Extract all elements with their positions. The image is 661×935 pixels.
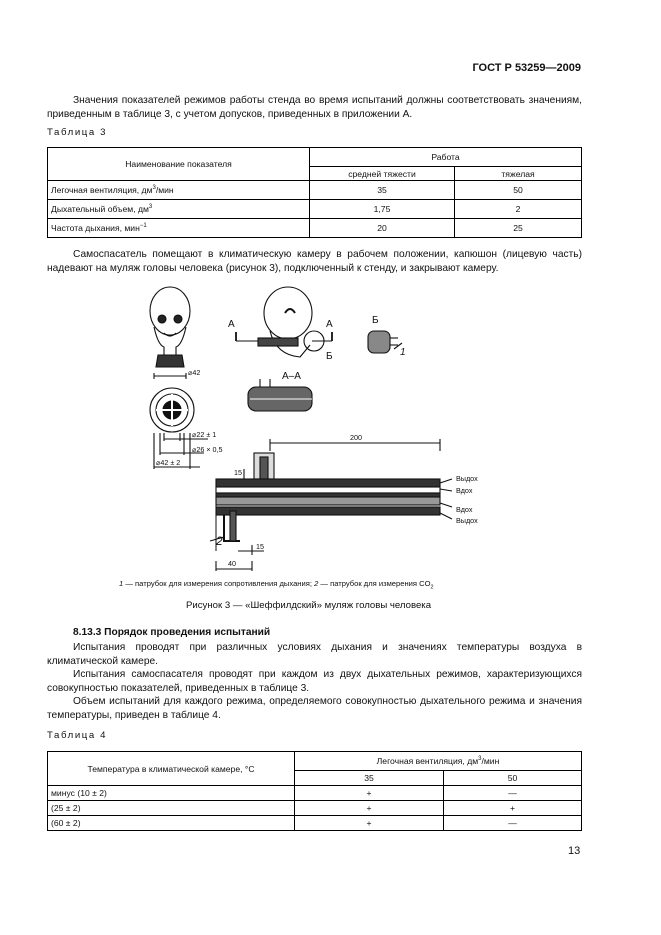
table3-row-name: Дыхательный объем, $дм^3$ <box>48 200 310 219</box>
tube-inhale-top-label: Вдох <box>456 486 473 495</box>
dim-42-2-label: ⌀42 ± 2 <box>156 458 181 467</box>
table4-cell: + <box>295 786 444 801</box>
table-row <box>48 200 582 219</box>
table3-row-name: Частота дыхания, мин$^{-1}$ <box>48 219 310 238</box>
dim-15-horizontal-label: 15 <box>256 542 264 551</box>
label-b-side: Б <box>326 351 333 362</box>
table-row <box>48 801 582 816</box>
tube-inhale-bottom-label: Вдох <box>456 505 473 514</box>
table-row <box>48 219 582 238</box>
table3-cell: 35 <box>310 181 455 200</box>
dim-22-label: ⌀22 ± 1 <box>192 430 217 439</box>
placement-text: Самоспасатель помещают в климатическую камеру в рабочем положении, капюшон (лицевую часть) надевают на муляж головы человека (рисунок 3), подключенный к стенду, и закрывают камеру. <box>47 249 582 274</box>
table3-row-name: Легочная вентиляция, $дм^3$/мин <box>48 181 310 200</box>
figure-legend: 1 — патрубок для измерения сопротивления дыхания; 2 — патрубок для измерения $CO_2$ <box>119 579 434 591</box>
tube-exhale-top-label: Выдох <box>456 474 478 483</box>
table4-cell: + <box>295 816 444 831</box>
dim-42-label: ⌀42 <box>188 368 201 377</box>
dim-40-label: 40 <box>228 559 236 568</box>
section-paragraph: Испытания проводят при различных условиях дыхания и значениях температуры воздуха в климатической камере. <box>47 642 582 667</box>
table4-cell: + <box>295 801 444 816</box>
placement-paragraph <box>47 248 582 275</box>
section-paragraph: Объем испытаний для каждого режима, определяемого совокупностью дыхательного режима и значения температуры, приведен в таблице 4. <box>47 696 582 721</box>
table-row <box>48 786 582 801</box>
table-row <box>48 816 582 831</box>
table3-cell: 25 <box>455 219 582 238</box>
table4-cell: — <box>444 816 582 831</box>
label-a-right: А <box>326 319 333 330</box>
table3-cell: 2 <box>455 200 582 219</box>
label-section-aa: А–А <box>282 371 301 382</box>
table4-cell: — <box>444 786 582 801</box>
section-title: 8.13.3 Порядок проведения испытаний <box>73 627 271 638</box>
table4-row-temp: (60 ± 2) <box>48 816 295 831</box>
table4-cell: + <box>444 801 582 816</box>
label-1: 1 <box>400 347 406 358</box>
table3-cell: 50 <box>455 181 582 200</box>
table3-caption: Таблица 3 <box>47 127 108 138</box>
dim-26-label: ⌀26 × 0,5 <box>192 445 223 454</box>
page-number: 13 <box>568 845 581 857</box>
head-form-drawing <box>140 283 540 583</box>
table3-col-name: Наименование показателя <box>48 148 310 181</box>
intro-paragraph <box>47 94 582 121</box>
label-b-detail: Б <box>372 315 379 326</box>
intro-text: Значения показателей режимов работы стенда во время испытаний должны соответствовать значениям, приведенным в таблице 3, с учетом допусков, приведенных в приложении А. <box>47 95 582 120</box>
detail-b-view <box>368 331 402 353</box>
label-a-left: А <box>228 319 235 330</box>
head-bottom-view <box>150 388 208 469</box>
table4-caption: Таблица 4 <box>47 730 108 741</box>
tube-exhale-bottom-label: Выдох <box>456 516 478 525</box>
table4-col-35: 35 <box>295 771 444 786</box>
table3-col-heavy: тяжелая <box>455 167 582 181</box>
table-3 <box>47 147 582 238</box>
head-front-view <box>150 287 190 379</box>
table3-col-medium: средней тяжести <box>310 167 455 181</box>
dim-200-label: 200 <box>350 433 362 442</box>
table4-col-group: Легочная вентиляция, $дм^3$/мин <box>295 752 582 771</box>
section-aa-view <box>248 379 312 411</box>
section-body <box>47 641 582 723</box>
document-code: ГОСТ Р 53259—2009 <box>472 62 581 74</box>
table-row <box>48 181 582 200</box>
figure-caption: Рисунок 3 — «Шеффилдский» муляж головы человека <box>186 600 432 611</box>
dim-15-vertical-label: 15 <box>234 468 242 477</box>
label-2: 2 <box>216 534 223 548</box>
table3-cell: 1,75 <box>310 200 455 219</box>
head-side-view <box>236 287 332 357</box>
section-paragraph: Испытания самоспасателя проводят при каждом из двух дыхательных режимов, характеризующихся совокупностью показателей, приведенных в таблице 3. <box>47 669 582 694</box>
table3-col-group: Работа <box>310 148 582 167</box>
tube-assembly <box>210 439 452 571</box>
table4-row-temp: (25 ± 2) <box>48 801 295 816</box>
table4-col-temp: Температура в климатической камере, °С <box>48 752 295 786</box>
table-4 <box>47 751 582 831</box>
table3-cell: 20 <box>310 219 455 238</box>
table4-col-50: 50 <box>444 771 582 786</box>
table4-row-temp: минус (10 ± 2) <box>48 786 295 801</box>
